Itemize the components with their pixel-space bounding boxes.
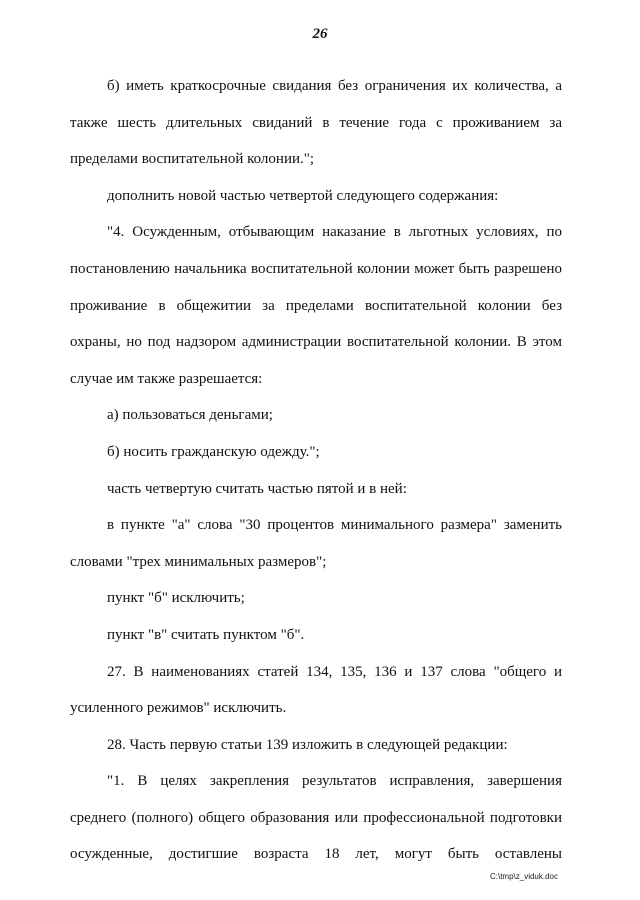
paragraph-clause-4: "4. Осужденным, отбывающим наказание в льготных условиях, по постановлению начальника воспитательной колонии может быть разрешено проживание в общежитии за пределами воспитательной колонии без охраны, но под надзором администрации воспитательной колонии. В этом случае им также разрешается:: [70, 224, 562, 387]
paragraph-part-five: часть четвертую считать частью пятой и в ней:: [107, 480, 407, 497]
paragraph-item-27: 27. В наименованиях статей 134, 135, 136 и 137 слова "общего и усиленного режимов" исключить.: [70, 663, 562, 717]
paragraph-article-139: "1. В целях закрепления результатов исправления, завершения среднего (полного) общего образования или профессиональной подготовки осужденные, достигшие возраста 18 лет, могут быть оставлены: [70, 773, 562, 863]
page-number: 26: [312, 26, 328, 42]
paragraph-amend-part-four: дополнить новой частью четвертой следующего содержания:: [107, 187, 499, 204]
paragraph-point-b: пункт "б" исключить;: [107, 590, 245, 607]
paragraph-item-28: 28. Часть первую статьи 139 изложить в следующей редакции:: [107, 736, 508, 753]
paragraph-visits: б) иметь краткосрочные свидания без ограничения их количества, а также шесть длительных свиданий в течение года с проживанием за пределами воспитательной колонии.";: [70, 78, 562, 168]
paragraph-point-a: в пункте "а" слова "30 процентов минимального размера" заменить словами "трех минимальных размеров";: [70, 517, 562, 570]
paragraph-item-clothing: б) носить гражданскую одежду.";: [107, 443, 320, 460]
footer-file-path: C:\tmp\z_viduk.doc: [489, 872, 558, 881]
paragraph-point-v: пункт "в" считать пунктом "б".: [107, 626, 305, 643]
paragraph-item-money: а) пользоваться деньгами;: [107, 407, 273, 424]
document-body: [70, 68, 562, 873]
